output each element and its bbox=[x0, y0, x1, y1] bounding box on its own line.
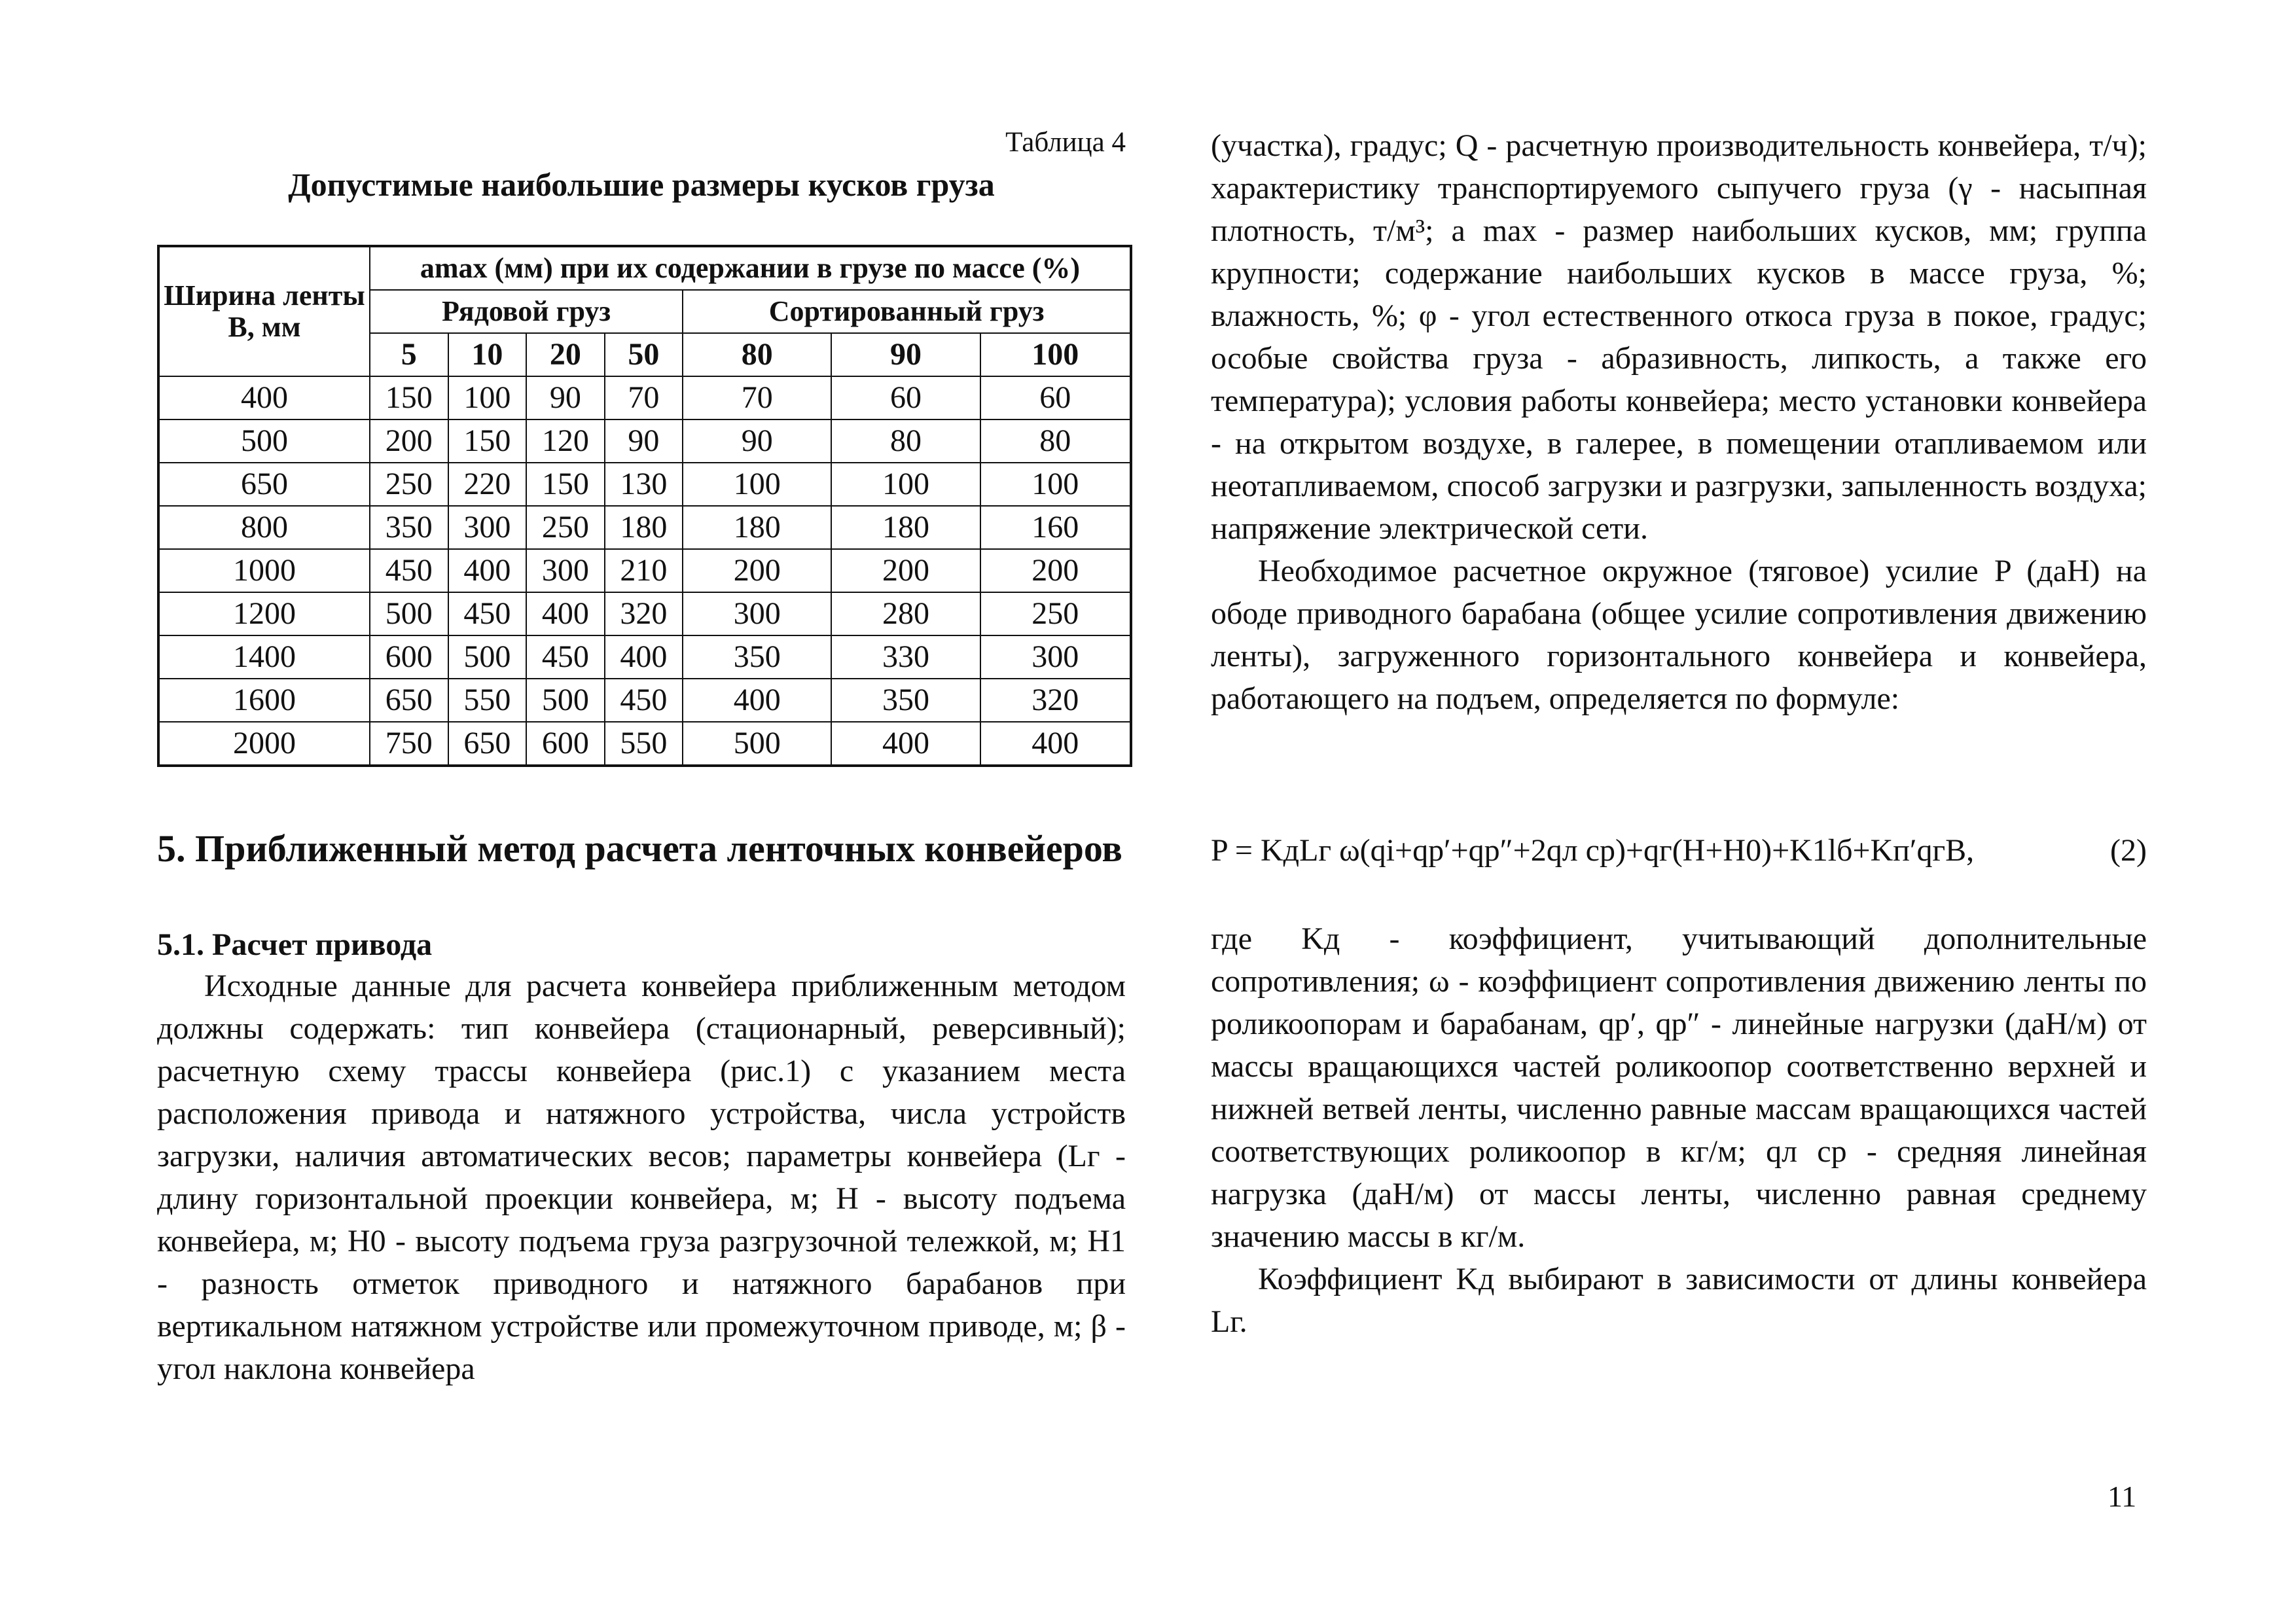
amax-cell: 400 bbox=[605, 635, 683, 679]
belt-width-cell: 1000 bbox=[158, 549, 370, 592]
amax-cell: 150 bbox=[526, 463, 605, 506]
table-row bbox=[158, 463, 1131, 506]
paragraph-initial-data: Исходные данные для расчета конвейера приближенным методом должны содержать: тип конвейера (стационарный, реверсивный); расчетную схему трассы конвейера (рис.1) с указанием места расположения привода и натяжного устройства, числа устройств загрузки, наличия автоматических весов; параметры конвейера (Lг - длину горизонтальной проекции конвейера, м; H - высоту подъема конвейера, м; H0 - высоту подъема груза разгрузочной тележкой, м; H1 - разность отметок приводного и натяжного барабанов при вертикальном натяжном устройстве или промежуточном приводе, м; β - угол наклона конвейера bbox=[157, 969, 1126, 1386]
amax-cell: 450 bbox=[370, 549, 448, 592]
amax-cell: 200 bbox=[683, 549, 831, 592]
amax-cell: 120 bbox=[526, 419, 605, 463]
amax-cell: 320 bbox=[605, 592, 683, 635]
table-row bbox=[158, 506, 1131, 549]
table-row bbox=[158, 376, 1131, 419]
amax-cell: 250 bbox=[526, 506, 605, 549]
amax-cell: 150 bbox=[448, 419, 527, 463]
amax-cell: 220 bbox=[448, 463, 527, 506]
amax-cell: 400 bbox=[526, 592, 605, 635]
amax-cell: 100 bbox=[831, 463, 980, 506]
amax-cell: 650 bbox=[448, 722, 527, 766]
table-row bbox=[158, 549, 1131, 592]
belt-width-cell: 400 bbox=[158, 376, 370, 419]
paragraph-kd: Коэффициент Kд выбирают в зависимости от длины конвейера Lг. bbox=[1211, 1262, 2147, 1339]
amax-cell: 160 bbox=[980, 506, 1131, 549]
amax-cell: 320 bbox=[980, 679, 1131, 722]
amax-cell: 70 bbox=[683, 376, 831, 419]
amax-cell: 180 bbox=[683, 506, 831, 549]
amax-cell: 350 bbox=[370, 506, 448, 549]
amax-cell: 200 bbox=[370, 419, 448, 463]
subsection-title: 5.1. Расчет привода bbox=[157, 927, 433, 962]
formula: P = KдLг ω(qi+qр′+qр″+2qл ср)+qг(H+H0)+K1lб+Kп′qгB, bbox=[1211, 833, 1975, 868]
amax-cell: 500 bbox=[448, 635, 527, 679]
amax-cell: 60 bbox=[831, 376, 980, 419]
amax-cell: 330 bbox=[831, 635, 980, 679]
amax-cell: 100 bbox=[683, 463, 831, 506]
right-column bbox=[1211, 124, 2147, 1343]
table-row bbox=[158, 722, 1131, 766]
amax-cell: 200 bbox=[831, 549, 980, 592]
table-title: Допустимые наибольшие размеры кусков груза bbox=[288, 166, 995, 203]
amax-cell: 500 bbox=[683, 722, 831, 766]
amax-cell: 180 bbox=[605, 506, 683, 549]
table-row bbox=[158, 592, 1131, 635]
amax-cell: 350 bbox=[831, 679, 980, 722]
amax-cell: 550 bbox=[448, 679, 527, 722]
belt-width-cell: 2000 bbox=[158, 722, 370, 766]
percent-cell: 100 bbox=[980, 333, 1131, 376]
amax-cell: 80 bbox=[980, 419, 1131, 463]
amax-cell: 100 bbox=[448, 376, 527, 419]
paragraph-where: где Kд - коэффициент, учитывающий дополнительные сопротивления; ω - коэффициент сопротивления движению ленты по роликоопорам и барабанам, qр′, qр″ - линейные нагрузки (даН/м) от массы вращающихся частей роликоопор соответственно верхней и нижней ветвей ленты, численно равные массам вращающихся частей соответствующих роликоопор в кг/м; qл ср - средняя линейная нагрузка (даН/м) от массы ленты, численно равная среднему значению массы в кг/м. bbox=[1211, 921, 2147, 1254]
table-row bbox=[158, 679, 1131, 722]
amax-cell: 250 bbox=[980, 592, 1131, 635]
amax-cell: 600 bbox=[370, 635, 448, 679]
percent-cell: 90 bbox=[831, 333, 980, 376]
paragraph-continued: (участка), градус; Q - расчетную производительность конвейера, т/ч); характеристику транспортируемого сыпучего груза (γ - насыпная плотность, т/м³; a max - размер наибольших кусков, мм; группа крупности; содержание наибольших кусков в массе груза, %; влажность, %; φ - угол естественного откоса груза в покое, градус; особые свойства груза - абразивность, липкость, а также его температура); условия работы конвейера; место установки конвейера - на открытом воздухе, в галерее, в помещении отапливаемом или неотапливаемом, способ загрузки и разгрузки, запыленность воздуха; напряжение электрической сети. bbox=[1211, 128, 2147, 546]
amax-cell: 200 bbox=[980, 549, 1131, 592]
amax-cell: 300 bbox=[980, 635, 1131, 679]
amax-cell: 150 bbox=[370, 376, 448, 419]
amax-cell: 90 bbox=[683, 419, 831, 463]
amax-cell: 70 bbox=[605, 376, 683, 419]
section-title: 5. Приближенный метод расчета ленточных конвейеров bbox=[157, 827, 1122, 870]
percent-cell: 80 bbox=[683, 333, 831, 376]
amax-cell: 350 bbox=[683, 635, 831, 679]
amax-cell: 500 bbox=[370, 592, 448, 635]
amax-cell: 250 bbox=[370, 463, 448, 506]
amax-cell: 400 bbox=[683, 679, 831, 722]
amax-cell: 400 bbox=[831, 722, 980, 766]
belt-width-cell: 650 bbox=[158, 463, 370, 506]
percent-cell: 5 bbox=[370, 333, 448, 376]
header-ordinary-cargo: Рядовой груз bbox=[370, 290, 683, 333]
amax-cell: 300 bbox=[683, 592, 831, 635]
header-sorted-cargo: Сортированный груз bbox=[683, 290, 1131, 333]
belt-width-cell: 1400 bbox=[158, 635, 370, 679]
amax-cell: 300 bbox=[526, 549, 605, 592]
amax-cell: 600 bbox=[526, 722, 605, 766]
header-belt-width: Ширина ленты B, мм bbox=[158, 246, 370, 376]
left-column bbox=[157, 124, 1126, 1390]
amax-cell: 450 bbox=[526, 635, 605, 679]
amax-cell: 750 bbox=[370, 722, 448, 766]
amax-cell: 550 bbox=[605, 722, 683, 766]
percent-cell: 50 bbox=[605, 333, 683, 376]
amax-cell: 300 bbox=[448, 506, 527, 549]
paragraph-force: Необходимое расчетное окружное (тяговое) усилие P (даН) на ободе приводного барабана (общее усилие сопротивления движению ленты), загруженного горизонтального конвейера и конвейера, работающего на подъем, определяется по формуле: bbox=[1211, 554, 2147, 716]
amax-cell: 180 bbox=[831, 506, 980, 549]
amax-cell: 90 bbox=[605, 419, 683, 463]
amax-cell: 60 bbox=[980, 376, 1131, 419]
header-amax: аmax (мм) при их содержании в грузе по массе (%) bbox=[370, 246, 1131, 290]
percent-cell: 20 bbox=[526, 333, 605, 376]
table-row bbox=[158, 635, 1131, 679]
belt-width-cell: 800 bbox=[158, 506, 370, 549]
amax-cell: 400 bbox=[980, 722, 1131, 766]
formula-number: (2) bbox=[2110, 833, 2147, 868]
amax-cell: 80 bbox=[831, 419, 980, 463]
table-row bbox=[158, 419, 1131, 463]
table-number-label: Таблица 4 bbox=[1005, 127, 1126, 158]
belt-width-cell: 1200 bbox=[158, 592, 370, 635]
amax-cell: 450 bbox=[605, 679, 683, 722]
amax-cell: 450 bbox=[448, 592, 527, 635]
amax-cell: 650 bbox=[370, 679, 448, 722]
amax-cell: 90 bbox=[526, 376, 605, 419]
percent-cell: 10 bbox=[448, 333, 527, 376]
amax-cell: 100 bbox=[980, 463, 1131, 506]
amax-cell: 210 bbox=[605, 549, 683, 592]
belt-width-cell: 1600 bbox=[158, 679, 370, 722]
belt-width-cell: 500 bbox=[158, 419, 370, 463]
amax-cell: 130 bbox=[605, 463, 683, 506]
page-number: 11 bbox=[2108, 1480, 2137, 1513]
formula-line bbox=[1211, 830, 2147, 872]
amax-cell: 400 bbox=[448, 549, 527, 592]
sizes-table bbox=[157, 245, 1132, 767]
amax-cell: 500 bbox=[526, 679, 605, 722]
amax-cell: 280 bbox=[831, 592, 980, 635]
